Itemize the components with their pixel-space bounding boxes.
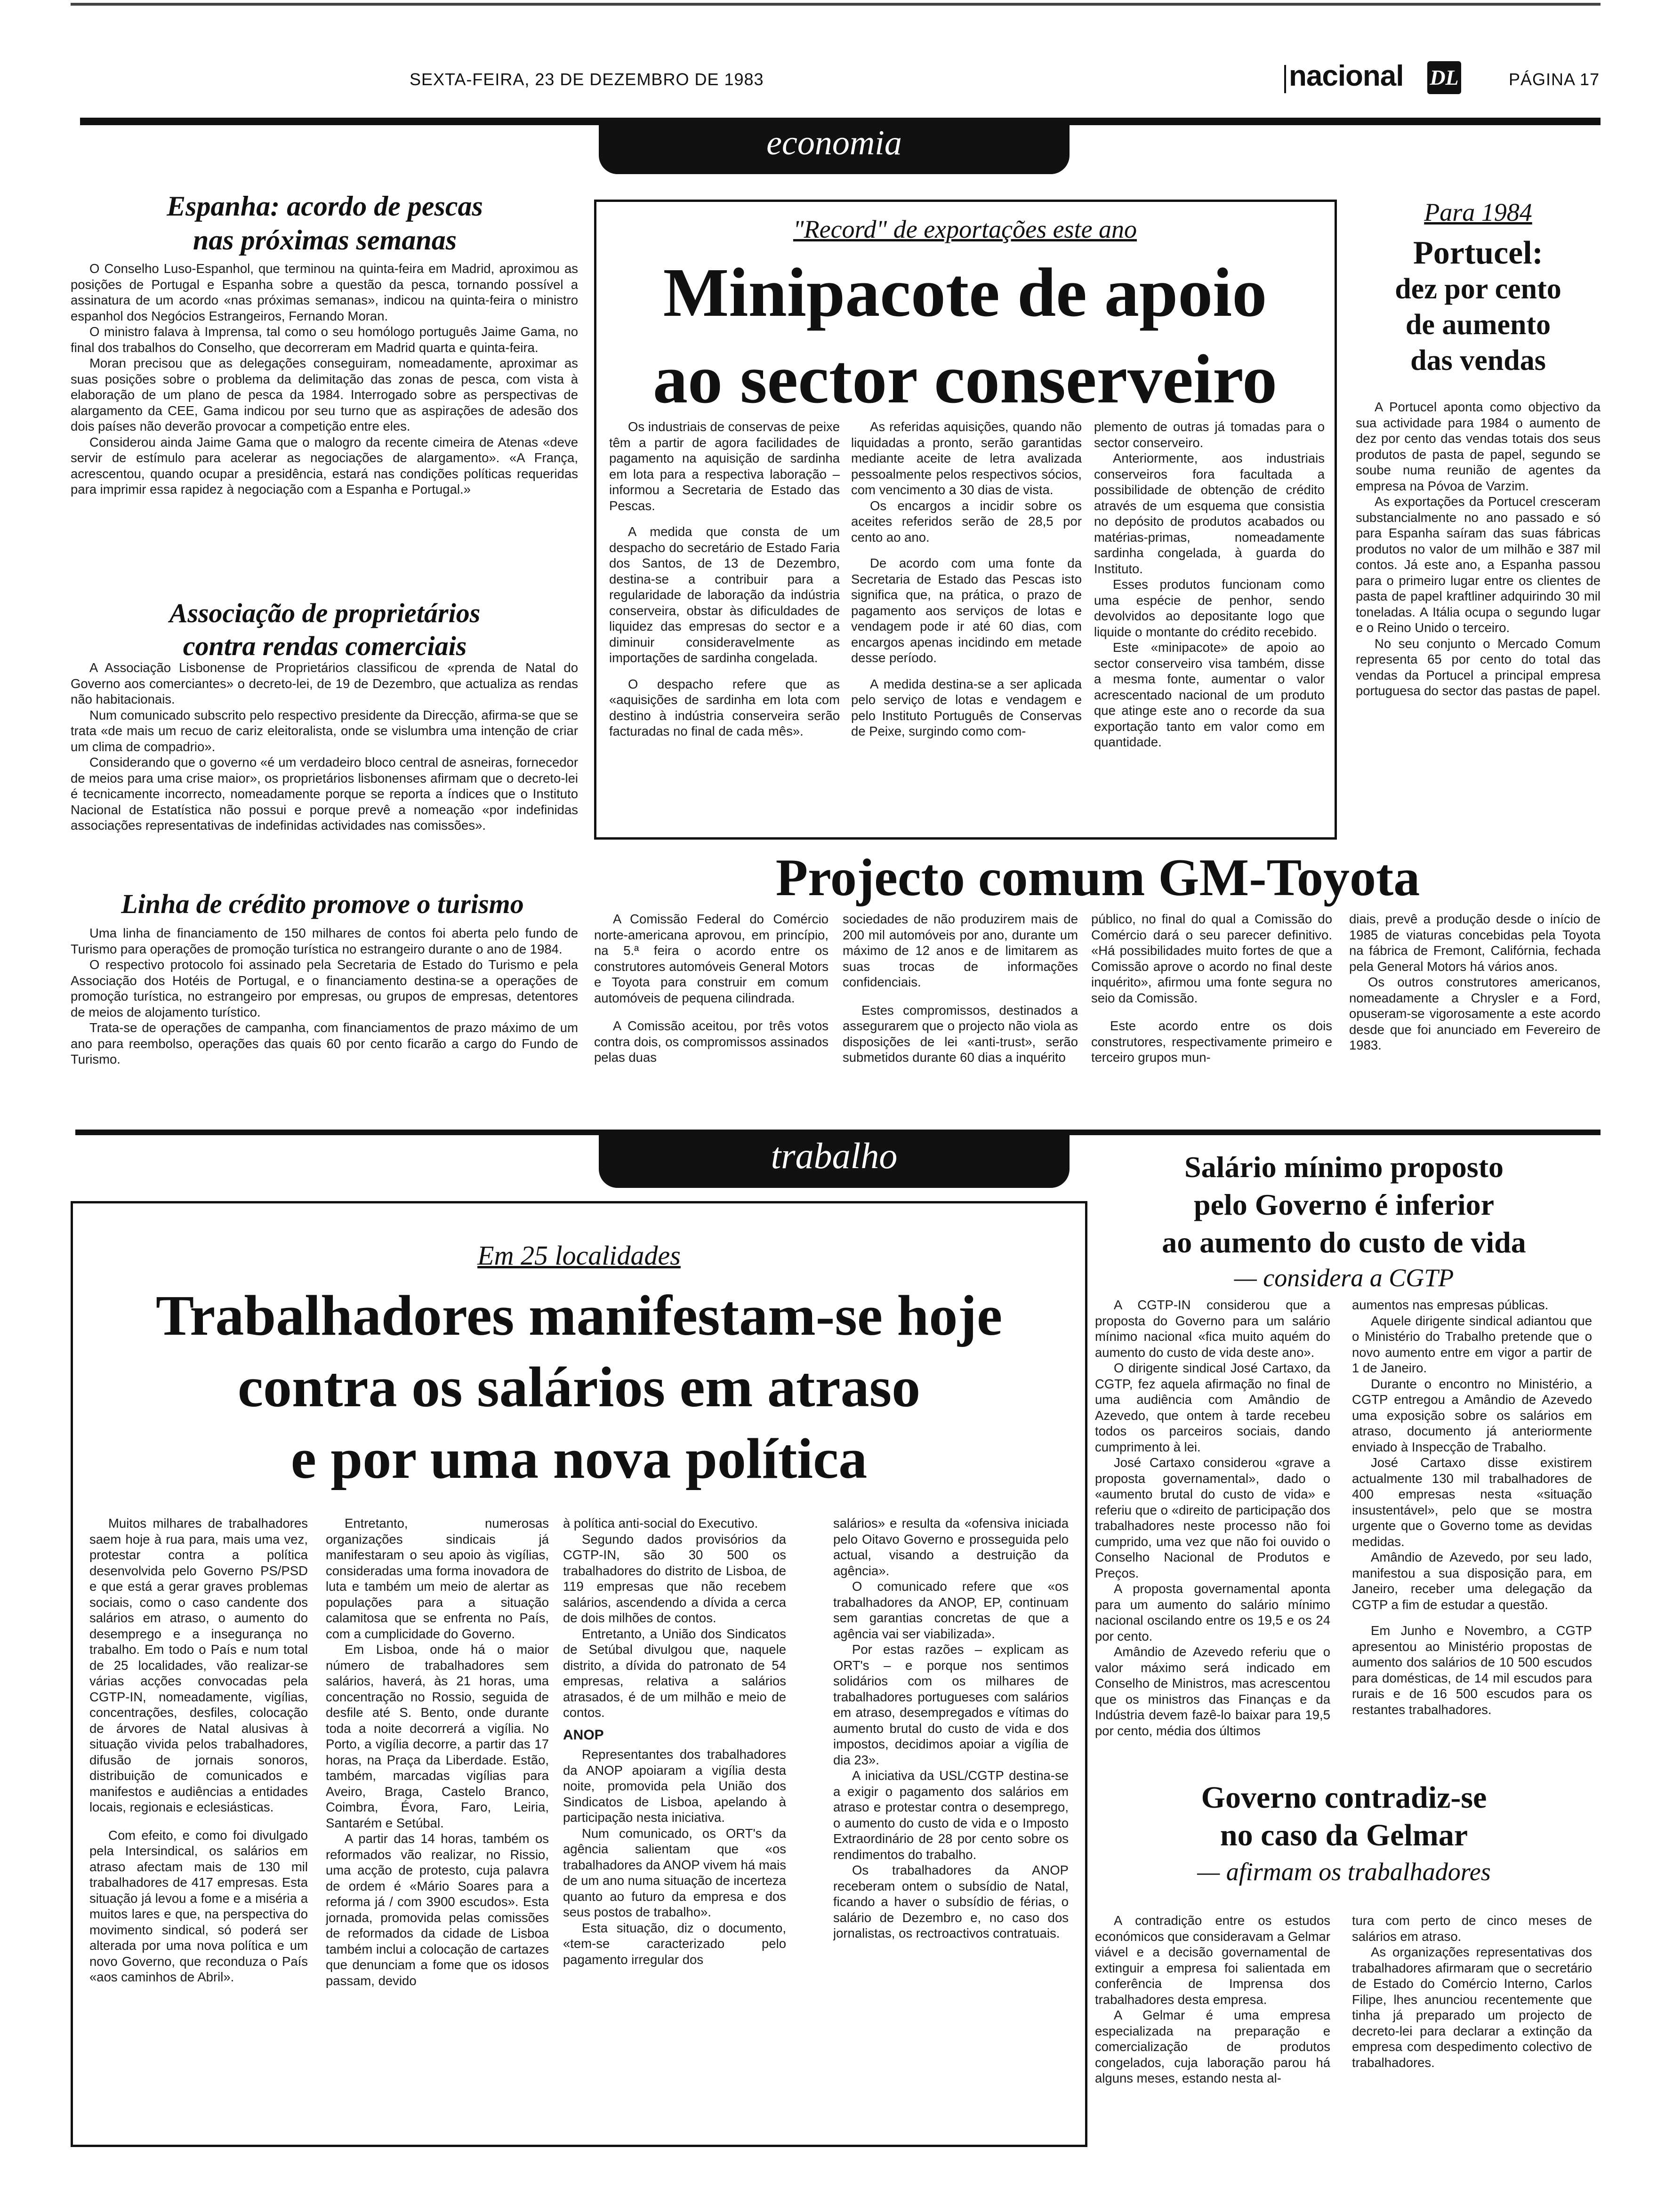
trabalhadores-column-3 (563, 1515, 786, 2141)
paragraph: No seu conjunto o Mercado Comum representa 65 por cento do total das vendas da Portucel a principal empresa portuguesa do sector das pastas de papel. (1356, 636, 1601, 698)
paper-logo: DL (1427, 61, 1461, 94)
headline-espanha-line2: nas próximas semanas (193, 224, 457, 256)
paragraph: sociedades de não produzirem mais de 200 mil automóveis por ano, durante um máximo de 12 anos e de limitarem as suas trocas de informações confidenciais. (843, 912, 1078, 989)
paragraph: Amândio de Azevedo, por seu lado, manifestou a sua disposição para, em Janeiro, receber uma delegação da CGTP a fim de estudar a questão. (1352, 1550, 1592, 1612)
headline-conserveiro (598, 249, 1332, 423)
paragraph: José Cartaxo considerou «grave a proposta governamental», dado o «aumento brutal do custo de vida» e referiu que o «direito de participação dos trabalhadores neste processo não foi cumprido, uma vez que não foi ouvido o Conselho Nacional de Produtos e Preços. (1095, 1455, 1330, 1580)
gm-column-1 (594, 911, 828, 1125)
gm-column-4 (1349, 911, 1601, 1125)
kicker-portucel: Para 1984 (1424, 198, 1532, 226)
headline-portucel-line3: de aumento (1405, 309, 1551, 341)
paragraph: O respectivo protocolo foi assinado pela Secretaria de Estado do Turismo e pela Associação dos Hotéis de Portugal, e o financiamento destina-se a operações de promoção turística, no estrangeiro por empresas, ou grupos de empresas, detentores de meios de alojamento turístico. (71, 957, 578, 1019)
paragraph: O comunicado refere que «os trabalhadores da ANOP, EP, continuam sem garantias concretas de que a agência vai ser viabilizada». (833, 1579, 1069, 1641)
paragraph: A Portucel aponta como objectivo da sua actividade para 1984 o aumento de dez por cento das vendas totais dos seus produtos de pasta de papel, segundo se soube numa reunião de agentes da empresa na Póvoa de Varzim. (1356, 400, 1601, 493)
paragraph: Num comunicado subscrito pelo respectivo presidente da Direcção, afirma-se que se trata «de mais um recuo de cariz eleitoralista, onde se vislumbra uma intenção de criar um clima de compadrio». (71, 707, 578, 754)
paragraph: Por estas razões – explicam as ORT's – e porque nos sentimos solidários com os milhares de trabalhadores portugueses com salários em atraso, desempregados e vítimas do aumento brutal do custo de vida e dos impostos, decidimos apoiar a vigília de dia 23». (833, 1642, 1069, 1767)
paragraph: Com efeito, e como foi divulgado pela Intersindical, os salários em atraso afectam mais de 130 mil trabalhadores de 417 empresas. Esta situação já levou a fome e a miséria a muitos lares e que, na perspectiva do movimento sindical, só poderá ser alterada por uma nova política e um novo Governo, que reconduza o País «aos caminhos de Abril». (89, 1827, 308, 1984)
paragraph: Esta situação, diz o documento, «tem-se caracterizado pelo pagamento irregular dos (563, 1920, 786, 1967)
paragraph: A Gelmar é uma empresa especializada na preparação e comercialização de produtos congelados, cuja laboração parou há alguns meses, estando nesta al- (1095, 2008, 1330, 2085)
headline-conserveiro-line1: Minipacote de apoio (663, 254, 1267, 331)
article-associacao (71, 660, 578, 881)
paragraph: As referidas aquisições, quando não liquidadas a pronto, serão garantidas mediante aceite de letra avalizada pessoalmente pelos respectivos sócios, com vencimento a 30 dias de vista. (851, 419, 1082, 497)
headline-portucel-line1: Portucel: (1413, 235, 1543, 271)
headline-associacao-line2: contra rendas comerciais (183, 630, 467, 661)
gm-column-3 (1091, 911, 1332, 1125)
paragraph: Esses produtos funcionam como uma espécie de penhor, sendo devolvidos ao depositante logo que liquide o montante do crédito recebido. (1094, 577, 1325, 639)
paragraph: A medida que consta de um despacho do secretário de Estado Faria dos Santos, de 13 de Dezembro, destina-se a contribuir para a regularidade de laboração da indústria conserveira, obstar às dificuldades de liquidez das empresas do sector e a diminuir consideravelmente as importações de sardinha congelada. (609, 524, 840, 665)
paragraph: A Associação Lisbonense de Proprietários classificou de «prenda de Natal do Governo aos comerciantes» o decreto-lei, de 19 de Dezembro, que actualiza as rendas não habitacionais. (71, 660, 578, 706)
headline-trabalhadores-line2: contra os salários em atraso (237, 1355, 921, 1419)
paragraph: Estes compromissos, destinados a assegurarem que o projecto não viola as disposições de lei «anti-trust», serão submetidos durante 60 dias a inquérito (843, 1002, 1078, 1065)
paragraph: A iniciativa da USL/CGTP destina-se a exigir o pagamento dos salários em atraso e protestar contra o desemprego, o aumento do custo de vida e o Imposto Extraordinário de 28 por cento sobre os rendimentos do trabalho. (833, 1768, 1069, 1862)
paragraph: Muitos milhares de trabalhadores saem hoje à rua para, mais uma vez, protestar contra a política desenvolvida pelo Governo PS/PSD e que está a gerar graves problemas sociais, como o caso candente dos salários em atraso, o aumento do desemprego e a insegurança no trabalho. Em todo o País e num total de 25 localidades, vão realizar-se várias acções convocadas pela CGTP-IN, nomeadamente, vigílias, concentrações, desfiles, colocação de árvores de Natal alusivas à situação vivida pelos trabalhadores, difusão de jornais sonoros, distribuição de comunicados e manifestos e audiências a entidades locais, regionais e eclesiásticas. (89, 1516, 308, 1814)
paragraph: Anteriormente, aos industriais conserveiros fora facultada a possibilidade de obtenção de crédito através de um esquema que consistia no depósito de produtos acabados ou matérias-primas, nomeadamente sardinha congelada, à guarda do Instituto. (1094, 451, 1325, 576)
paragraph: Aquele dirigente sindical adiantou que o Ministério do Trabalho pretende que o novo aumento entre em vigor a partir de 1 de Janeiro. (1352, 1313, 1592, 1375)
paragraph: A CGTP-IN considerou que a proposta do Governo para um salário mínimo nacional «fica muito aquém do aumento do custo de vida deste ano». (1095, 1298, 1330, 1360)
paragraph: A Comissão aceitou, por três votos contra dois, os compromissos assinados pelas duas (594, 1018, 828, 1065)
paragraph: Num comunicado, os ORT's da agência salientam que «os trabalhadores da ANOP vivem há mais de um ano numa situação de incerteza quanto ao futuro da empresa e dos seus postos de trabalho». (563, 1826, 786, 1919)
paper-name: nacional (1289, 60, 1404, 92)
headline-gm-toyota: Projecto comum GM-Toyota (775, 849, 1420, 907)
paragraph: à política anti-social do Executivo. (563, 1516, 758, 1531)
paragraph: Em Junho e Novembro, a CGTP apresentou ao Ministério propostas de aumento dos salários de 10 500 escudos para domésticas, de 14 mil escudos para rurais e de 16 500 escudos para os restantes trabalhadores. (1352, 1623, 1592, 1717)
paragraph: Entretanto, a União dos Sindicatos de Setúbal divulgou que, naquele distrito, a dívida do patronato de 54 empresas, relativa a salários atrasados, é de um milhão e meio de contos. (563, 1626, 786, 1720)
paragraph: O ministro falava à Imprensa, tal como o seu homólogo português Jaime Gama, no final dos trabalhos do Conselho, que decorreram em Madrid quarta e quinta-feira. (71, 324, 578, 355)
headline-associacao (85, 597, 565, 662)
paragraph: Uma linha de financiamento de 150 milhares de contos foi aberta pelo fundo de Turismo para operações de promoção turística no estrangeiro durante o ano de 1984. (71, 926, 578, 956)
paragraph: Considerou ainda Jaime Gama que o malogro da recente cimeira de Atenas «deve servir de estímulo para acelerar as negociações de alargamento». «A França, acrescentou, quando ocupar a presidência, estará nas condições políticas requeridas para imprimir essa rapidez à negociação com a Espanha e Portugal.» (71, 434, 578, 497)
paragraph: A Comissão Federal do Comércio norte-americana aprovou, em princípio, na 5.ª feira o acordo entre os construtores automóveis General Motors e Toyota para construir em comum automóveis de pequena cilindrada. (594, 912, 828, 1005)
paragraph: Entretanto, numerosas organizações sindicais já manifestaram o seu apoio às vigílias, consideradas uma forma inovadora de luta e também um meio de alertar as populações para a situação calamitosa que se enfrenta no País, com a cumplicidade do Governo. (326, 1516, 549, 1641)
trabalhadores-column-1 (89, 1515, 308, 2141)
paragraph: aumentos nas empresas públicas. (1352, 1298, 1549, 1312)
article-espanha (71, 261, 578, 591)
paragraph: Durante o encontro no Ministério, a CGTP entregou a Amândio de Azevedo uma exposição sobre os salários em atraso, documento já anteriormente enviado à Inspecção de Trabalho. (1352, 1376, 1592, 1454)
paragraph: A medida destina-se a ser aplicada pelo serviço de lotas e vendagem e pelo Instituto Português de Conservas de Peixe, surgindo como com- (851, 676, 1082, 738)
headline-espanha (85, 189, 565, 257)
section-banner-trabalho: trabalho (599, 1130, 1070, 1188)
paragraph: Trata-se de operações de campanha, com financiamentos de prazo máximo de um ano para reembolso, operações das quais 60 por cento ficarão a cargo do Fundo de Turismo. (71, 1020, 578, 1066)
gelmar-column-2 (1352, 1913, 1592, 2195)
date-line: SEXTA-FEIRA, 23 DE DEZEMBRO DE 1983 (410, 70, 764, 89)
conserveiro-column-2 (851, 419, 1082, 833)
page-number: PÁGINA 17 (1509, 70, 1600, 89)
paragraph: plemento de outras já tomadas para o sector conserveiro. (1094, 419, 1325, 450)
byline-salario: — considera a CGTP (1234, 1264, 1454, 1292)
salario-column-2 (1352, 1297, 1592, 1758)
paragraph: Moran precisou que as delegações conseguiram, nomeadamente, aproximar as suas posições sobre o problema da delimitação das zonas de pesca, com vista à elaboração de um plano de pesca da 1984. Interrogado sobre as perspectivas de alargamento da CEE, Gama indicou por seu turno que as aspirações de adesão dos dois países não deverão provocar a competição entre eles. (71, 356, 578, 433)
paragraph: A partir das 14 horas, também os reformados vão realizar, no Rissio, uma acção de protesto, cuja palavra de ordem é «Mário Soares para a reforma já / com 3900 escudos». Esta jornada, promovida pelas comissões de reformados da cidade de Lisboa também inclui a colocação de cartazes que denunciam a fome que os idosos passam, devido (326, 1831, 549, 1988)
paragraph: O despacho refere que as «aquisições de sardinha em lota com destino à indústria conserveira serão facturadas no final de cada mês». (609, 676, 840, 738)
paragraph: Amândio de Azevedo referiu que o valor máximo será indicado em Conselho de Ministros, mas acrescentou que os ministros das Finanças e da Indústria devem fazê-lo baixar para 19,5 por cento, média dos últimos (1095, 1644, 1330, 1738)
paragraph: Representantes dos trabalhadores da ANOP apoiaram a vigília desta noite, promovida pela União dos Sindicatos de Lisboa, apelando à participação nesta iniciativa. (563, 1747, 786, 1825)
conserveiro-column-1 (609, 419, 840, 833)
headline-conserveiro-line2: ao sector conserveiro (652, 341, 1278, 418)
gelmar-column-1 (1095, 1913, 1330, 2195)
paragraph: As exportações da Portucel cresceram substancialmente no ano passado e só para Espanha saíram das suas fábricas produtos no valor de um milhão e 387 mil contos. Já este ano, a Espanha passou para o primeiro lugar entre os clientes de pasta de papel kraftliner adquirindo 30 mil toneladas. A Itália ocupa o segundo lugar e o Reino Unido o terceiro. (1356, 494, 1601, 635)
section-banner-economia: economia (599, 118, 1070, 174)
trabalhadores-column-4 (833, 1515, 1069, 2141)
article-turismo (71, 925, 578, 1123)
headline-gelmar-line2: no caso da Gelmar (1220, 1818, 1468, 1852)
paragraph: Os encargos a incidir sobre os aceites referidos serão de 28,5 por cento ao ano. (851, 498, 1082, 545)
headline-portucel-line2: dez por cento (1395, 273, 1561, 305)
byline-gelmar: — afirmam os trabalhadores (1197, 1858, 1491, 1886)
article-portucel (1356, 399, 1601, 842)
conserveiro-column-3 (1094, 419, 1325, 833)
headline-salario-line1: Salário mínimo proposto (1184, 1150, 1504, 1184)
paragraph: Este acordo entre os dois construtores, respectivamente primeiro e terceiro grupos mun- (1091, 1018, 1332, 1065)
headline-salario-line3: ao aumento do custo de vida (1162, 1226, 1526, 1259)
paragraph: Considerando que o governo «é um verdadeiro bloco central de asneiras, fornecedor de meios para uma crise maior», os proprietários lisbonenses afirmam que o decreto-lei é tecnicamente incorrecto, nomeadamente porque se reporta a índices que o Instituto Nacional de Estatística não possui e porque prevê a nomeação «por indefinidas associações representativas de indefinidas actividades nas comissões». (71, 755, 578, 833)
headline-gelmar-line1: Governo contradiz-se (1201, 1780, 1487, 1815)
salario-column-1 (1095, 1297, 1330, 1758)
paragraph: Em Lisboa, onde há o maior número de trabalhadores sem salários, haverá, às 21 horas, uma concentração no Rossio, seguida de desfile até S. Bento, onde durante toda a noite decorrerá a vigília. No Porto, a vigília decorre, a partir das 17 horas, na Praça da Liberdade. Estão, também, marcadas vigílias para Aveiro, Braga, Castelo Branco, Coimbra, Évora, Faro, Leiria, Santarém e Setúbal. (326, 1642, 549, 1830)
paragraph: Os trabalhadores da ANOP receberam ontem o subsídio de Natal, ficando a haver o subsídio de férias, o salário de Dezembro e, no caso dos jornalistas, os rectroactivos contratuais. (833, 1863, 1069, 1940)
gm-column-2 (843, 911, 1078, 1125)
paragraph: As organizações representativas dos trabalhadores afirmaram que o secretário de Estado do Comércio Interno, Carlos Filipe, lhes anunciou recentemente que tinha já preparado um projecto de decreto-lei para declarar a extinção da empresa com despedimento colectivo de trabalhadores. (1352, 1945, 1592, 2070)
paragraph: Os outros construtores americanos, nomeadamente a Chrysler e a Ford, opuseram-se vigorosamente a este acordo desde que foi anunciado em Fevereiro de 1983. (1349, 975, 1601, 1052)
paragraph: José Cartaxo disse existirem actualmente 130 mil trabalhadores de 400 empresas nesta «situação insustentável», pelo que se mostra urgente que o Governo tome as devidas medidas. (1352, 1455, 1592, 1549)
kicker-conserveiro: "Record" de exportações este ano (793, 215, 1137, 243)
headline-salario-line2: pelo Governo é inferior (1193, 1188, 1495, 1221)
headline-trabalhadores-line1: Trabalhadores manifestam-se hoje (155, 1284, 1003, 1347)
kicker-trabalhadores: Em 25 localidades (477, 1240, 681, 1271)
paragraph: De acordo com uma fonte da Secretaria de Estado das Pescas isto significa que, na prática, o prazo de pagamento aos serviços de lotas e vendagem pode ir até 60 dias, com encargos apenas incidindo em metade desse período. (851, 556, 1082, 665)
headline-gelmar (1087, 1779, 1601, 1854)
masthead (0, 0, 1657, 118)
headline-trabalhadores-line3: e por uma nova política (290, 1427, 868, 1491)
headline-portucel (1356, 235, 1601, 378)
paragraph: Este «minipacote» de apoio ao sector conserveiro visa também, disse a mesma fonte, aumentar o valor acrescentado nacional de um produto que atinge este ano o recorde da sua exportação tanto em valor como em quantidade. (1094, 640, 1325, 749)
paragraph: salários» e resulta da «ofensiva iniciada pelo Oitavo Governo e prosseguida pelo actual, visando a destruição da agência». (833, 1516, 1069, 1578)
paragraph: tura com perto de cinco meses de salários em atraso. (1352, 1913, 1592, 1944)
headline-associacao-line1: Associação de proprietários (169, 598, 481, 628)
headline-espanha-line1: Espanha: acordo de pescas (167, 191, 483, 222)
headline-portucel-line4: das vendas (1410, 345, 1546, 377)
paragraph: O Conselho Luso-Espanhol, que terminou na quinta-feira em Madrid, aproximou as posições de Portugal e Espanha sobre a questão da pesca, tornando possível a assinatura de um acordo «nas próximas semanas», indicou na quinta-feira o ministro espanhol dos Negócios Estrangeiros, Fernando Moran. (71, 261, 578, 323)
paragraph: Segundo dados provisórios da CGTP-IN, são 30 500 os trabalhadores do distrito de Lisboa, de 119 empresas que não recebem salários, ascendendo a dívida a cerca de dois milhões de contos. (563, 1531, 786, 1625)
paragraph: A proposta governamental aponta para um aumento do salário mínimo nacional oscilando entre os 19,5 e os 24 por cento. (1095, 1581, 1330, 1643)
top-edge-rule (71, 3, 1601, 6)
paragraph: diais, prevê a produção desde o início de 1985 de viaturas concebidas pela Toyota na fábrica de Fremont, Califórnia, fechada pela General Motors há vários anos. (1349, 912, 1601, 974)
headline-salario (1087, 1148, 1601, 1261)
paragraph: O dirigente sindical José Cartaxo, da CGTP, fez aquela afirmação no final de uma audiência com Amândio de Azevedo, que ontem à tarde recebeu todos os parceiros sociais, dando cumprimento à lei. (1095, 1361, 1330, 1454)
masthead-divider (1284, 65, 1286, 93)
paragraph: A contradição entre os estudos económicos que consideravam a Gelmar viável e a decisão governamental de extinguir a empresa foi salientada em conferência de Imprensa dos trabalhadores desta empresa. (1095, 1913, 1330, 2007)
trabalhadores-column-2 (326, 1515, 549, 2141)
headline-turismo: Linha de crédito promove o turismo (121, 889, 524, 919)
headline-trabalhadores (75, 1280, 1083, 1495)
paragraph: público, no final do qual a Comissão do Comércio dará o seu parecer definitivo. «Há possibilidades muito fortes de que a Comissão aprove o acordo no final deste inquérito», afirmou uma fonte segura no seio da Comissão. (1091, 912, 1332, 1005)
paragraph: Os industriais de conservas de peixe têm a partir de agora facilidades de pagamento na aquisição de sardinha em lota para a respectiva laboração – informou a Secretaria de Estado das Pescas. (609, 419, 840, 513)
subhead-anop: ANOP (563, 1727, 604, 1743)
